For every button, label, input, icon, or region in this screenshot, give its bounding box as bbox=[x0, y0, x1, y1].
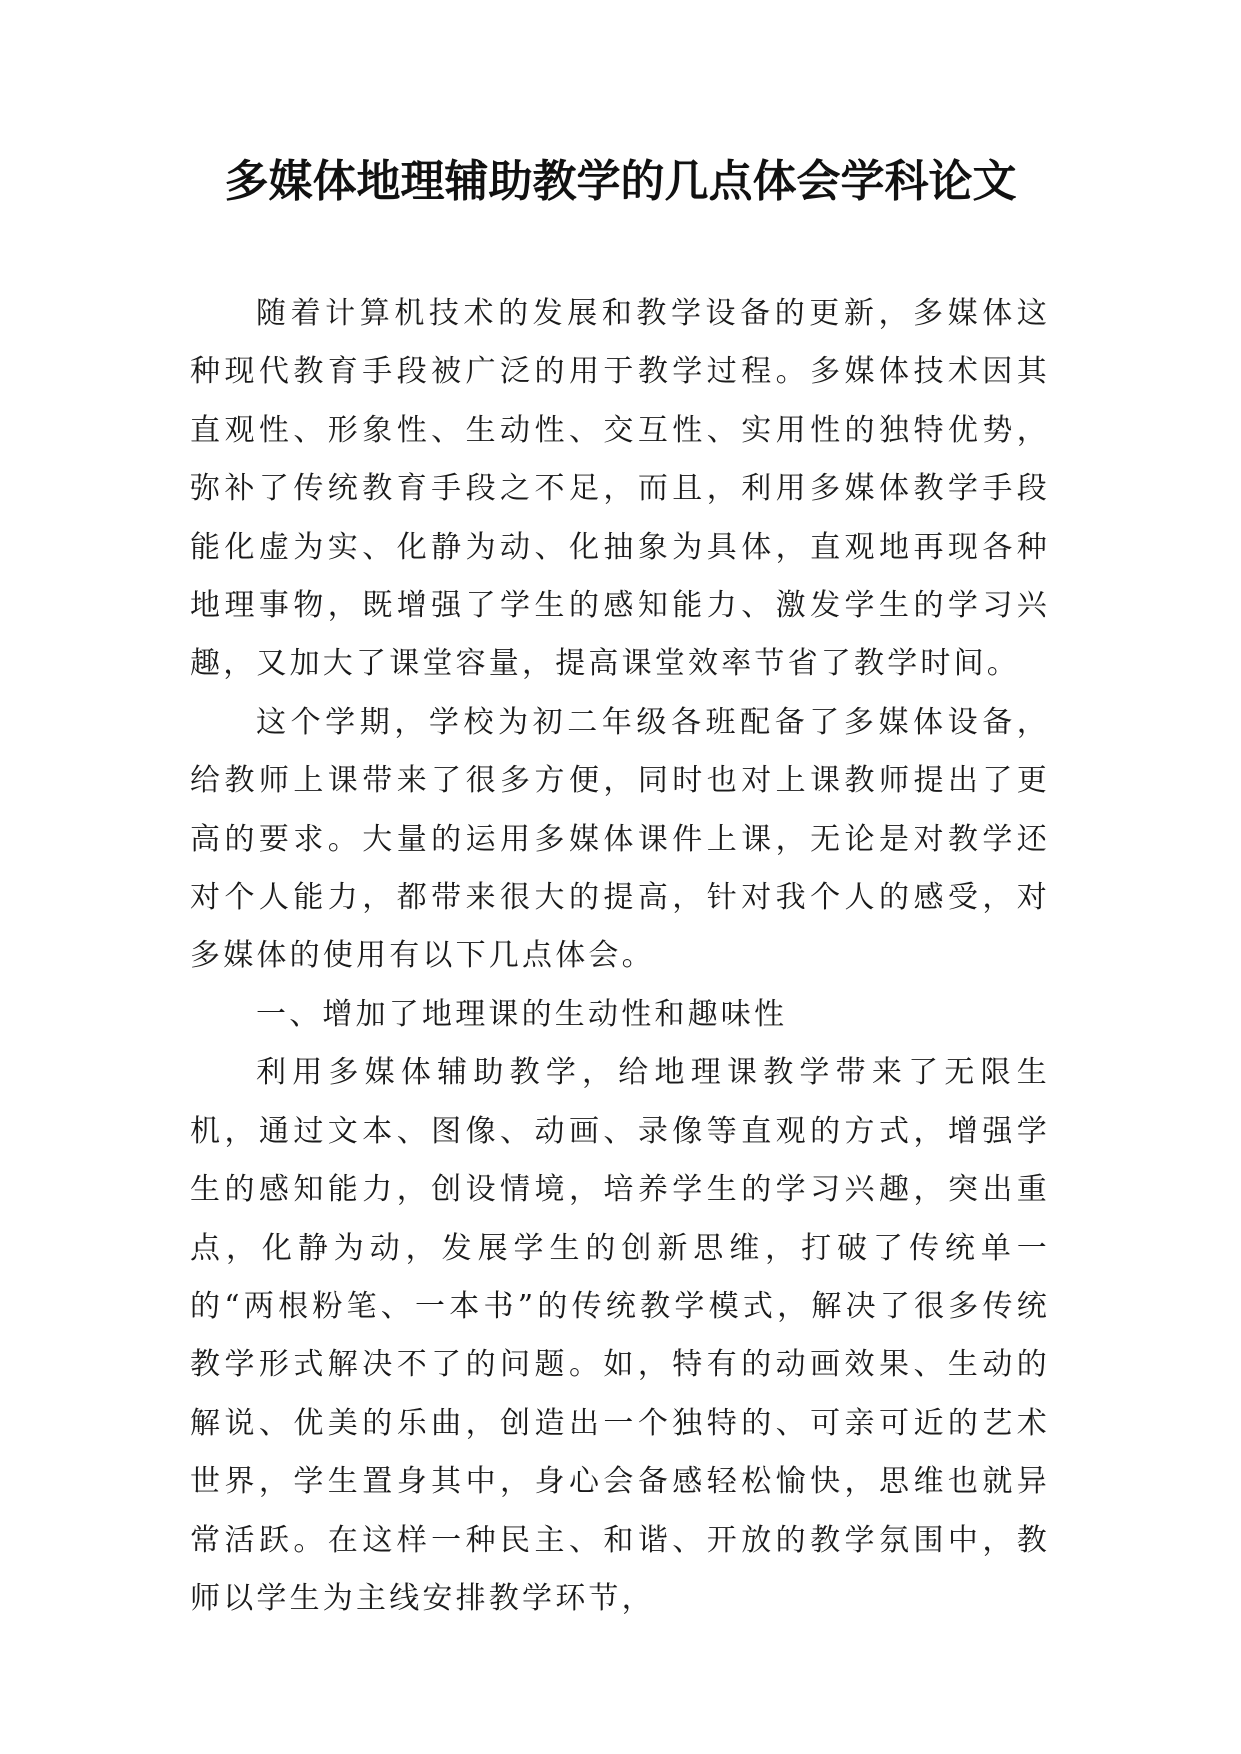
section-heading-1: 一、增加了地理课的生动性和趣味性 bbox=[256, 996, 788, 1032]
paragraph-intro: 随着计算机技术的发展和教学设备的更新，多媒体这种现代教育手段被广泛的用于教学过程。多媒体技术因其直观性、形象性、生动性、交互性、实用性的独特优势，弥补了传统教育手段之不足，而且，利用多媒体教学手段能化虚为实、化静为动、化抽象为具体，直观地再现各种地理事物，既增强了学生的感知能力、激发学生的学习兴趣，又加大了课堂容量，提高课堂效率节省了教学时间。 bbox=[190, 296, 1050, 682]
document-title: 多媒体地理辅助教学的几点体会学科论文 bbox=[224, 156, 1017, 207]
paragraph-semester: 这个学期，学校为初二年级各班配备了多媒体设备，给教师上课带来了很多方便，同时也对上课教师提出了更高的要求。大量的运用多媒体课件上课，无论是对教学还对个人能力，都带来很大的提高，针对我个人的感受，对多媒体的使用有以下几点体会。 bbox=[190, 704, 1050, 974]
document-body bbox=[190, 285, 1050, 1628]
paragraph-section-1: 利用多媒体辅助教学，给地理课教学带来了无限生机，通过文本、图像、动画、录像等直观的方式，增强学生的感知能力，创设情境，培养学生的学习兴趣，突出重点，化静为动，发展学生的创新思维，打破了传统单一的“两根粉笔、一本书”的传统教学模式，解决了很多传统教学形式解决不了的问题。如，特有的动画效果、生动的解说、优美的乐曲，创造出一个独特的、可亲可近的艺术世界，学生置身其中，身心会备感轻松愉快，思维也就异常活跃。在这样一种民主、和谐、开放的教学氛围中，教师以学生为主线安排教学环节， bbox=[190, 1055, 1050, 1616]
